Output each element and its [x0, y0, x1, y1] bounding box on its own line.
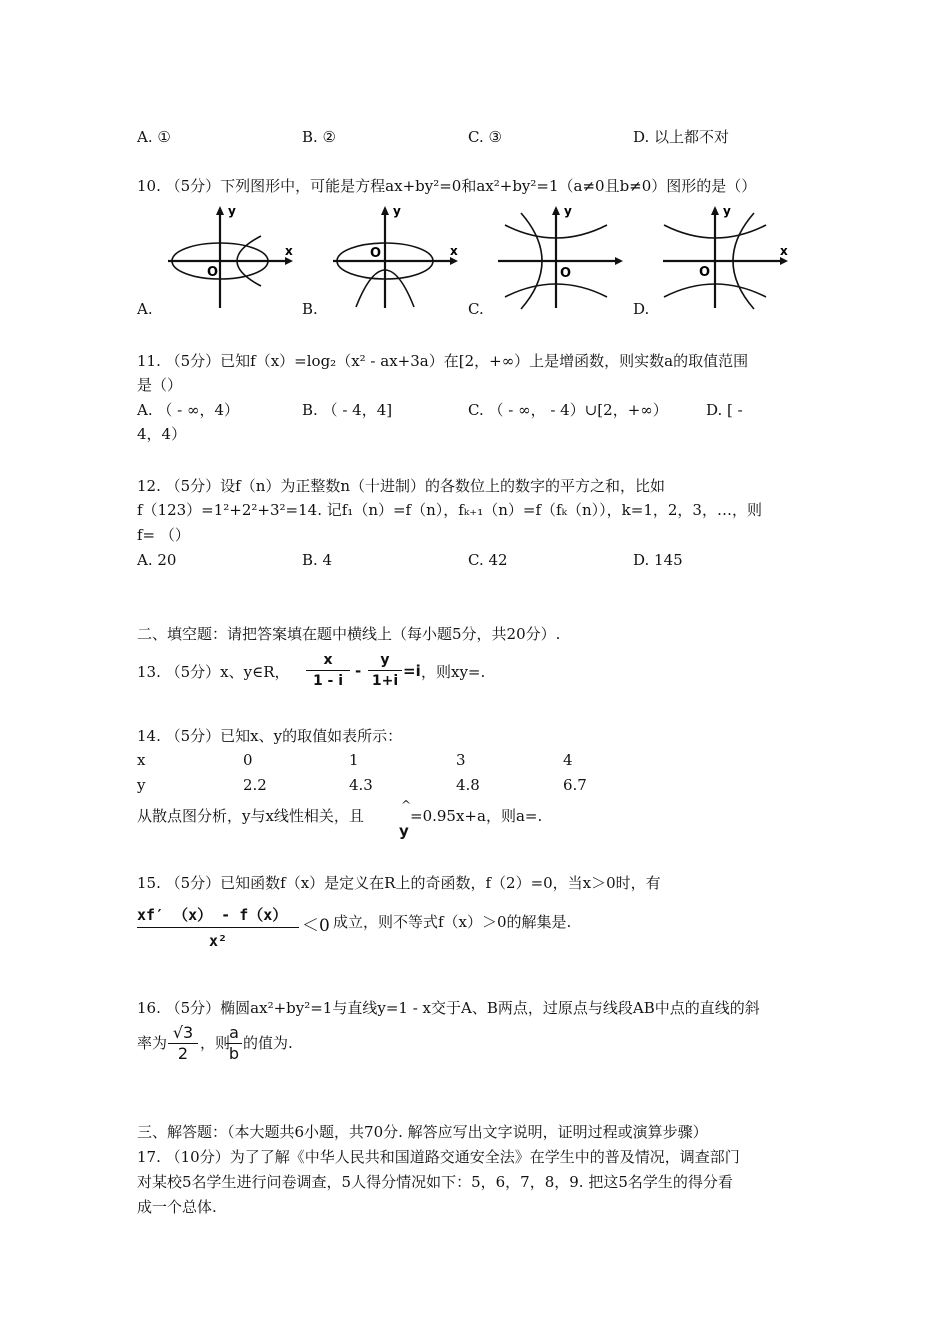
q13-fraction-1	[306, 650, 350, 691]
q14-table-y-1: 2.2	[243, 776, 267, 794]
q15-suffix: 成立，则不等式f（x）＞0的解集是.	[333, 913, 572, 931]
q9-option-a: A. ①	[137, 128, 171, 146]
q13-frac2-num: y	[368, 650, 402, 671]
section2-heading: 二、填空题：请把答案填在题中横线上（每小题5分，共20分）.	[137, 625, 561, 643]
q12-option-b: B. 4	[302, 551, 333, 569]
q14-hat-var: y	[399, 822, 409, 840]
q16-suffix: 的值为.	[243, 1034, 293, 1052]
q10-option-c: C.	[468, 300, 484, 318]
graph-a-x-label: x	[285, 244, 293, 258]
q14-table-x-4: 4	[563, 751, 573, 769]
q16-frac2-num: a	[226, 1023, 242, 1044]
q11-line2: 是（）	[137, 376, 183, 394]
q15-line1: 15. （5分）已知函数f（x）是定义在R上的奇函数，f（2）=0，当x＞0时，有	[137, 874, 661, 892]
section3-heading: 三、解答题：（本大题共6小题，共70分. 解答应写出文字说明，证明过程或演算步骤）	[137, 1123, 708, 1141]
graph-a-origin: O	[207, 265, 219, 280]
graph-c-origin: O	[560, 266, 572, 281]
q13-frac1-den: 1 - i	[312, 673, 344, 689]
q10-option-d: D.	[633, 300, 650, 318]
q15-fraction	[137, 905, 299, 951]
q16-frac1-num: √3	[168, 1023, 198, 1044]
q12-option-a: A. 20	[137, 551, 177, 569]
q16-mid: ，则	[200, 1034, 231, 1052]
q14-table-y-3: 4.8	[456, 776, 480, 794]
q13-prefix: 13. （5分）x、y∈R，	[137, 663, 290, 681]
q11-option-c: C. （ - ∞， - 4）∪[2，+∞）	[468, 401, 668, 419]
q14-stem: 14. （5分）已知x、y的取值如表所示：	[137, 727, 403, 745]
q16-line1: 16. （5分）椭圆ax²+by²=1与直线y=1 - x交于A、B两点，过原点与线段AB中点的直线的斜	[137, 999, 760, 1017]
q14-table-x-2: 1	[349, 751, 359, 769]
graph-b-x-label: x	[450, 244, 458, 258]
q14-last-prefix: 从散点图分析，y与x线性相关，且	[137, 807, 364, 825]
graph-d-x-label: x	[780, 244, 788, 258]
q15-less-than-zero: ＜0	[302, 916, 330, 936]
q14-hat: ^	[401, 798, 412, 812]
q11-option-d: D. [ -	[706, 401, 743, 419]
q14-table-x-3: 3	[456, 751, 466, 769]
q15-frac-den: x²	[208, 932, 228, 950]
q17-line3: 成一个总体.	[137, 1198, 217, 1216]
q10-graph-b	[328, 203, 463, 313]
q15-frac-num: xf′ （x） - f（x）	[137, 905, 299, 928]
q9-option-b: B. ②	[302, 128, 337, 146]
q9-option-d: D. 以上都不对	[633, 128, 730, 146]
q12-line3: f= （）	[137, 526, 190, 544]
q10-stem: 10. （5分）下列图形中，可能是方程ax+by²=0和ax²+by²=1（a≠0且b≠0）图形的是（）	[137, 177, 757, 195]
graph-d-y-label: y	[723, 204, 731, 218]
q17-line2: 对某校5名学生进行问卷调查，5人得分情况如下：5，6，7，8，9. 把这5名学生的得分看	[137, 1173, 733, 1191]
q14-table-x-1: 0	[243, 751, 253, 769]
graph-b-origin: O	[370, 246, 382, 261]
q11-line1: 11. （5分）已知f（x）=log₂（x² - ax+3a）在[2，+∞）上是增函数，则实数a的取值范围	[137, 352, 749, 370]
q14-last-suffix: =0.95x+a，则a=.	[410, 807, 543, 825]
q13-suffix: ，则xy=.	[421, 663, 486, 681]
q12-line1: 12. （5分）设f（n）为正整数n（十进制）的各数位上的数字的平方之和，比如	[137, 477, 666, 495]
q17-line1: 17. （10分）为了了解《中华人民共和国道路交通安全法》在学生中的普及情况，调查部门	[137, 1148, 740, 1166]
q16-fraction-2	[226, 1023, 242, 1064]
q10-option-b: B.	[302, 300, 318, 318]
graph-a-y-label: y	[228, 204, 236, 218]
q14-table-y-2: 4.3	[349, 776, 373, 794]
q10-graph-c	[493, 203, 628, 313]
graph-b-y-label: y	[393, 204, 401, 218]
q14-table-y-header: y	[137, 776, 146, 794]
q16-frac2-den: b	[228, 1044, 240, 1063]
q16-prefix: 率为	[137, 1034, 168, 1052]
q16-fraction-1	[168, 1023, 198, 1064]
q13-frac2-den: 1+i	[371, 673, 399, 689]
q14-table-y-4: 6.7	[563, 776, 587, 794]
q9-option-c: C. ③	[468, 128, 502, 146]
q10-graph-a	[163, 203, 298, 313]
q11-option-a: A. （ - ∞，4）	[137, 401, 240, 419]
q13-fraction-2	[368, 650, 402, 691]
q12-option-c: C. 42	[468, 551, 508, 569]
q13-frac1-num: x	[306, 650, 350, 671]
graph-c-y-label: y	[564, 204, 572, 218]
q10-option-a: A.	[137, 300, 153, 318]
q16-frac1-den: 2	[177, 1044, 189, 1063]
q10-graph-d	[658, 203, 793, 313]
q11-option-b: B. （ - 4，4]	[302, 401, 393, 419]
q13-equals-i: =i	[403, 662, 421, 680]
q12-line2: f（123）=1²+2²+3²=14. 记f₁（n）=f（n），fₖ₊₁（n）=f（fₖ（n）），k=1，2，3，…，则	[137, 501, 762, 519]
q12-option-d: D. 145	[633, 551, 683, 569]
graph-d-origin: O	[699, 265, 711, 280]
q11-line4: 4，4）	[137, 425, 187, 443]
q13-minus: -	[355, 662, 362, 680]
q14-table-x-header: x	[137, 751, 146, 769]
